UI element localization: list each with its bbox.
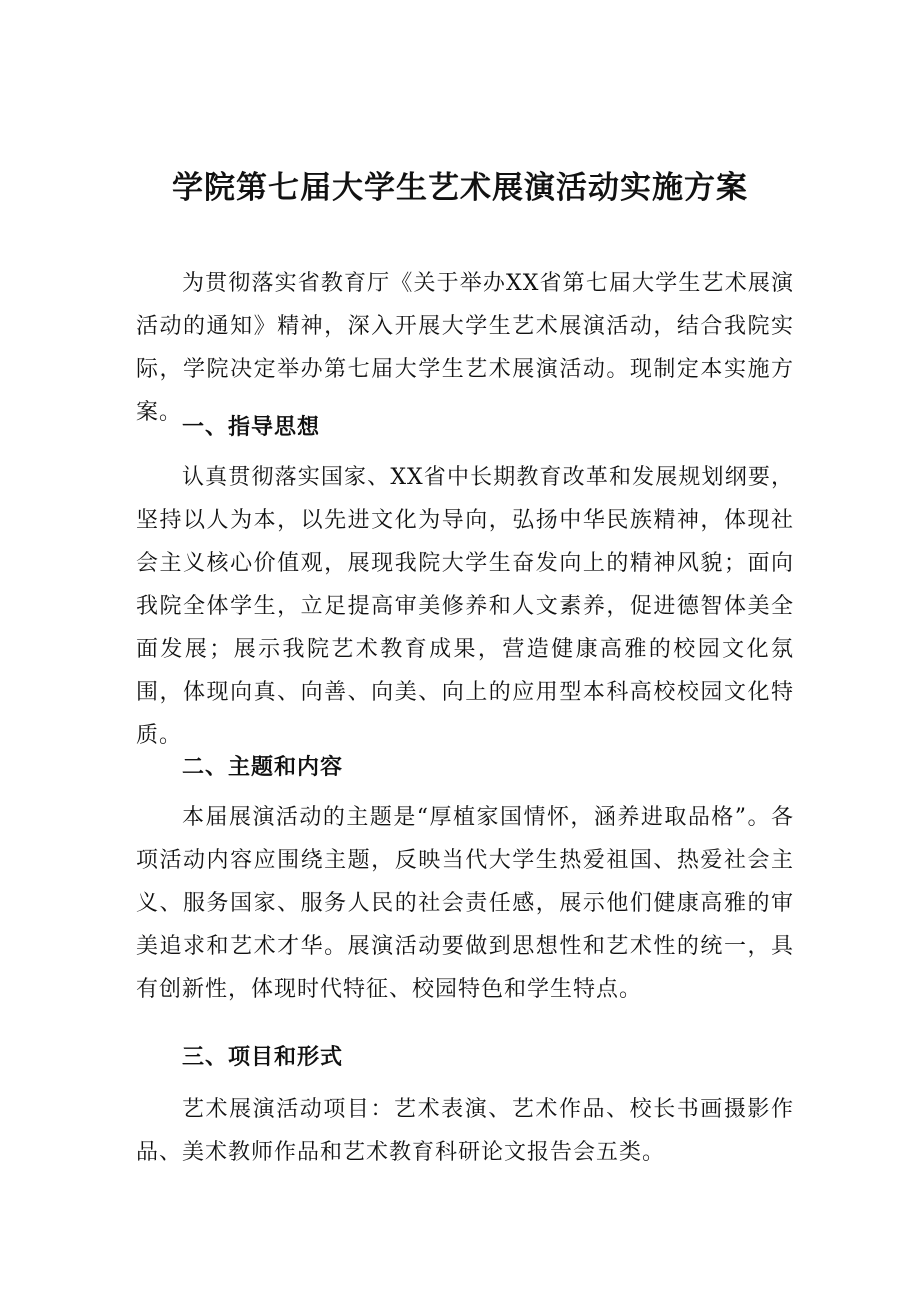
section-body-projects-forms: 艺术展演活动项目：艺术表演、艺术作品、校长书画摄影作品、美术教师作品和艺术教育科研论文报告会五类。 <box>136 1097 794 1165</box>
section-body-guiding-ideology: 认真贯彻落实国家、XX省中长期教育改革和发展规划纲要，坚持以人为本，以先进文化为导向，弘扬中华民族精神，体现社会主义核心价值观，展现我院大学生奋发向上的精神风貌；面向我院全体学生，立足提高审美修养和人文素养，促进德智体美全面发展；展示我院艺术教育成果，营造健康高雅的校园文化氛围，体现向真、向善、向美、向上的应用型本科高校校园文化特质。 <box>136 465 794 748</box>
document-title: 学院第七届大学生艺术展演活动实施方案 <box>172 170 748 206</box>
section-heading-theme-content: 二、主题和内容 <box>182 755 344 780</box>
section-heading-guiding-ideology: 一、指导思想 <box>182 415 321 440</box>
intro-paragraph: 为贯彻落实省教育厅《关于举办XX省第七届大学生艺术展演活动的通知》精神，深入开展大学生艺术展演活动，结合我院实际，学院决定举办第七届大学生艺术展演活动。现制定本实施方案。 <box>136 271 794 425</box>
section-heading-projects-forms: 三、项目和形式 <box>182 1045 344 1070</box>
section-body-theme-content: 本届展演活动的主题是“厚植家国情怀，涵养进取品格”。各项活动内容应围绕主题，反映当代大学生热爱祖国、热爱社会主义、服务国家、服务人民的社会责任感，展示他们健康高雅的审美追求和艺术才华。展演活动要做到思想性和艺术性的统一，具有创新性，体现时代特征、校园特色和学生特点。 <box>136 805 794 1002</box>
